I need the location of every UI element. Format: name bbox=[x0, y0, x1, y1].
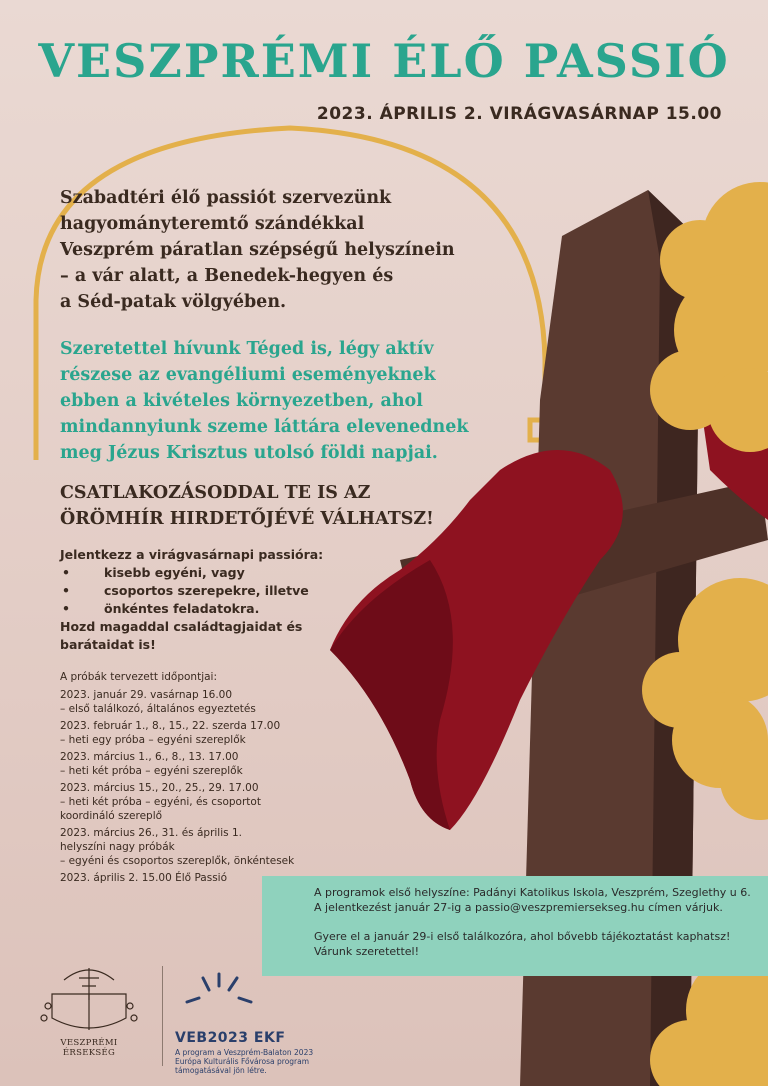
logo-divider bbox=[162, 966, 163, 1066]
invite-line: részese az evangéliumi eseményeknek bbox=[60, 365, 436, 385]
intro-line: hagyományteremtő szándékkal bbox=[60, 214, 365, 234]
apply-section bbox=[60, 546, 340, 654]
schedule-date: 2023. január 29. vasárnap 16.00 bbox=[60, 689, 233, 701]
schedule-date: 2023. március 1., 6., 8., 13. 17.00 bbox=[60, 751, 239, 763]
intro-line: Veszprém páratlan szépségű helyszínein bbox=[60, 240, 455, 260]
intro-line: – a vár alatt, a Benedek-hegyen és bbox=[60, 266, 394, 286]
veb-logo-mark bbox=[187, 974, 251, 1002]
veb-note-line: támogatásával jön létre. bbox=[175, 1066, 267, 1075]
schedule-desc: – első találkozó, általános egyeztetés bbox=[60, 703, 256, 715]
invite-line: Szeretettel hívunk Téged is, légy aktív bbox=[60, 339, 434, 359]
bring-family-line: barátaidat is! bbox=[60, 637, 156, 652]
schedule-date: 2023. április 2. 15.00 Élő Passió bbox=[60, 872, 228, 884]
schedule-entry bbox=[60, 750, 330, 778]
contact-info-box bbox=[262, 876, 768, 976]
role-item: • csoportos szerepekre, illetve bbox=[60, 582, 340, 600]
schedule-entry bbox=[60, 719, 330, 747]
rehearsal-schedule bbox=[60, 670, 330, 888]
join-line: ÖRÖMHÍR HIRDETŐJÉVÉ VÁLHATSZ! bbox=[60, 509, 434, 529]
invite-line: mindannyiunk szeme láttára elevenednek bbox=[60, 417, 469, 437]
schedule-desc: – egyéni és csoportos szereplők, önkéntesek bbox=[60, 855, 295, 867]
schedule-date: 2023. március 15., 20., 25., 29. 17.00 bbox=[60, 782, 259, 794]
schedule-desc: koordináló szereplő bbox=[60, 810, 163, 822]
schedule-entry bbox=[60, 781, 330, 823]
veb-title: VEB2023 EKF bbox=[175, 1030, 286, 1046]
schedule-title: A próbák tervezett időpontjai: bbox=[60, 671, 217, 683]
intro-line: Szabadtéri élő passiót szervezünk bbox=[60, 188, 392, 208]
venue-line: A programok első helyszíne: Padányi Katolikus Iskola, Veszprém, Szeglethy u 6. bbox=[314, 886, 751, 899]
meeting-line: Gyere el a január 29-i első találkozóra, ahol bővebb tájékoztatást kaphatsz! bbox=[314, 930, 731, 943]
schedule-entry bbox=[60, 826, 330, 868]
intro-line: a Séd-patak völgyében. bbox=[60, 292, 287, 312]
invite-paragraph bbox=[60, 336, 530, 466]
join-callout bbox=[60, 480, 530, 532]
closing-line: Várunk szeretettel! bbox=[314, 945, 420, 958]
veb-support-note bbox=[175, 1048, 315, 1075]
veb-note-line: Európa Kulturális Fővárosa program bbox=[175, 1057, 310, 1066]
schedule-desc: – heti két próba – egyéni, és csoportot bbox=[60, 796, 261, 808]
apply-heading: Jelentkezz a virágvasárnapi passióra: bbox=[60, 547, 324, 562]
schedule-entry bbox=[60, 688, 330, 716]
role-list bbox=[60, 564, 340, 618]
join-line: CSATLAKOZÁSODDAL TE IS AZ bbox=[60, 483, 371, 503]
red-cloth-fold bbox=[330, 560, 453, 830]
schedule-date: 2023. február 1., 8., 15., 22. szerda 17.00 bbox=[60, 720, 281, 732]
schedule-desc: helyszíni nagy próbák bbox=[60, 841, 175, 853]
invite-line: ebben a kivételes környezetben, ahol bbox=[60, 391, 423, 411]
invite-line: meg Jézus Krisztus utolsó földi napjai. bbox=[60, 443, 438, 463]
role-item: • önkéntes feladatokra. bbox=[60, 600, 340, 618]
ersekseg-name: VESZPRÉMI ÉRSEKSÉG bbox=[60, 1038, 118, 1058]
schedule-desc: – heti két próba – egyéni szereplők bbox=[60, 765, 243, 777]
ersekseg-logo bbox=[34, 958, 144, 1078]
schedule-desc: – heti egy próba – egyéni szereplők bbox=[60, 734, 246, 746]
intro-paragraph bbox=[60, 185, 530, 315]
veb-note-line: A program a Veszprém-Balaton 2023 bbox=[175, 1048, 314, 1057]
poster-title: VESZPRÉMI ÉLŐ PASSIÓ bbox=[38, 34, 730, 88]
registration-line: A jelentkezést január 27-ig a passio@veszpremiersekseg.hu címen várjuk. bbox=[314, 901, 723, 914]
role-item: • kisebb egyéni, vagy bbox=[60, 564, 340, 582]
bring-family-line: Hozd magaddal családtagjaidat és bbox=[60, 619, 303, 634]
schedule-date: 2023. március 26., 31. és április 1. bbox=[60, 827, 242, 839]
event-date: 2023. ÁPRILIS 2. VIRÁGVASÁRNAP 15.00 bbox=[316, 104, 722, 124]
